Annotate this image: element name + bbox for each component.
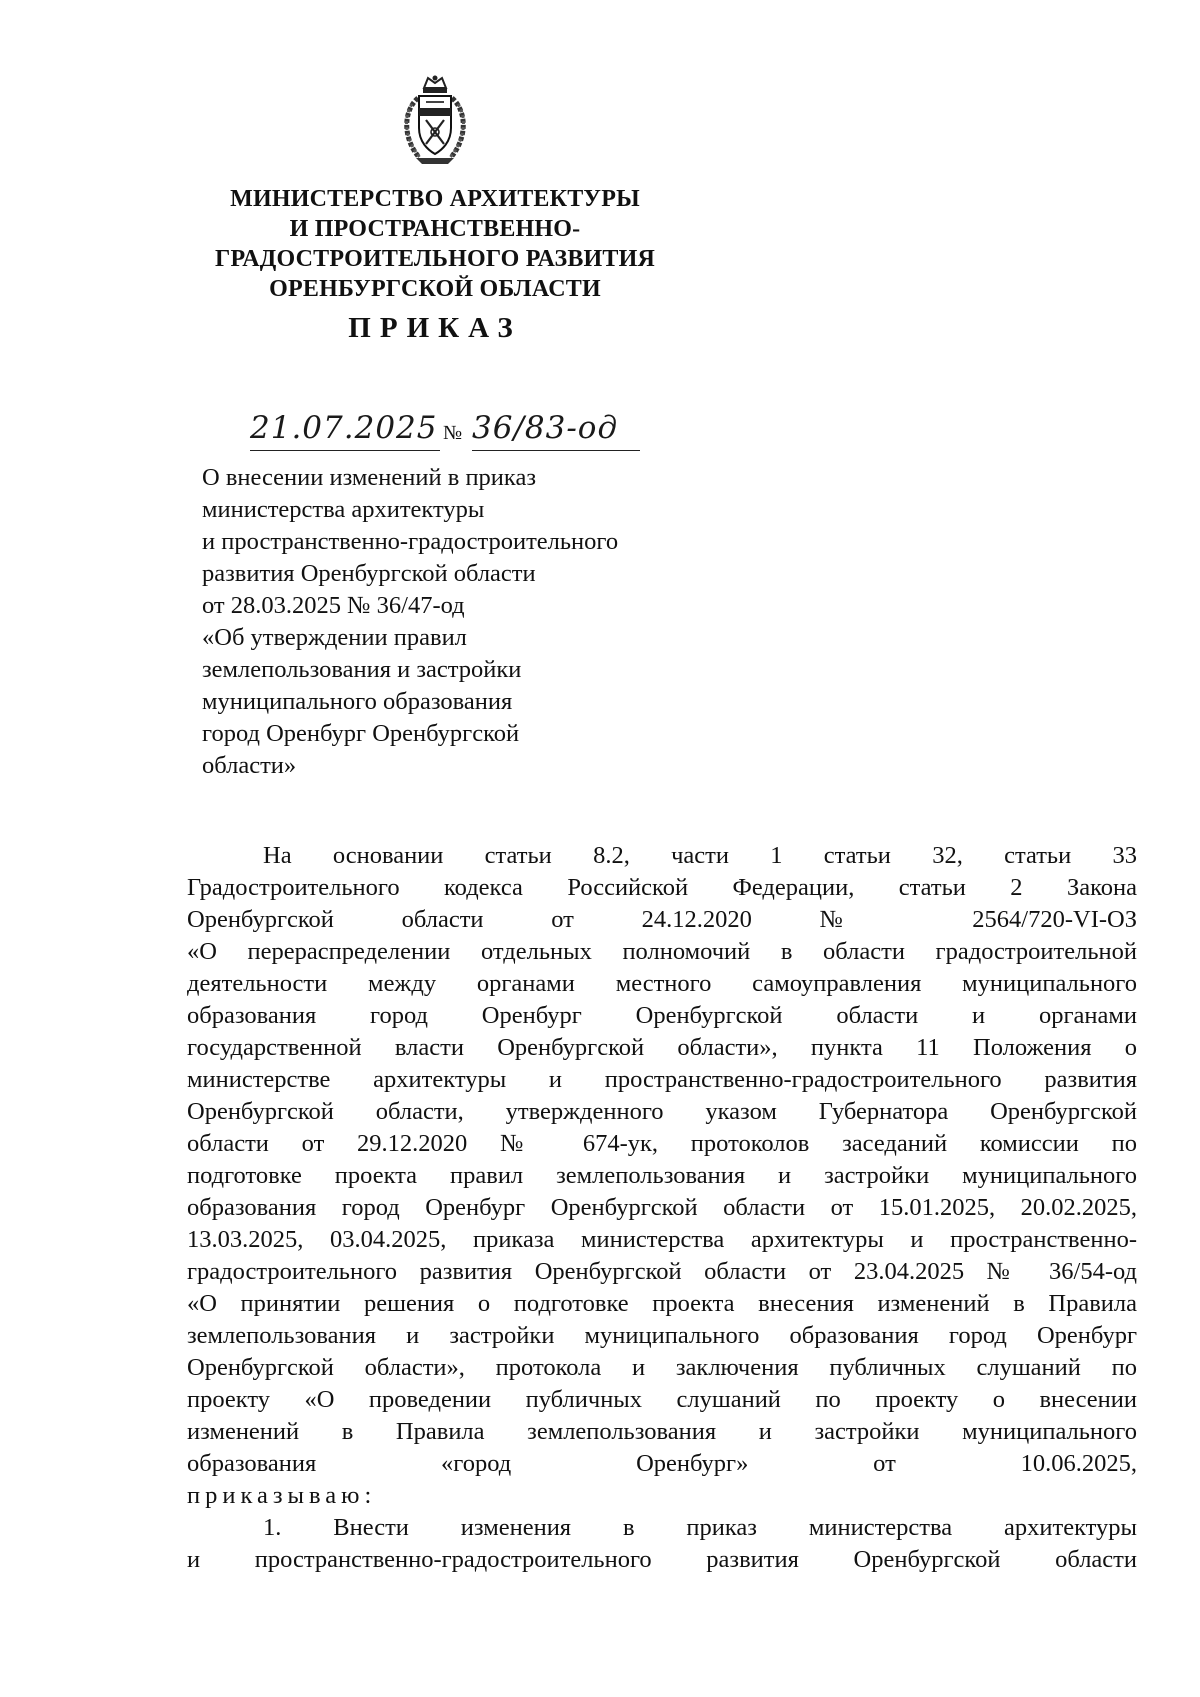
body-line: образования «город Оренбург» от 10.06.2025, (187, 1450, 1137, 1477)
ministry-name (180, 184, 690, 304)
document-type-title: ПРИКАЗ (348, 312, 522, 344)
order-word: приказываю: (187, 1482, 377, 1509)
subject-line: и пространственно-градостроительного (202, 528, 619, 555)
subject-line: землепользования и застройки (202, 656, 522, 683)
ministry-line: ОРЕНБУРГСКОЙ ОБЛАСТИ (269, 276, 601, 302)
subject-line: области» (202, 752, 297, 779)
date-underline (250, 450, 440, 451)
body-line: деятельности между органами местного самоуправления муниципального (187, 970, 1137, 997)
body-line: государственной власти Оренбургской области», пункта 11 Положения о (187, 1034, 1137, 1061)
handwritten-number: 36/83-од (472, 410, 619, 446)
subject-line: город Оренбург Оренбургской (202, 720, 520, 747)
ministry-line: МИНИСТЕРСТВО АРХИТЕКТУРЫ (230, 186, 640, 212)
item-1-line: 1. Внести изменения в приказ министерства архитектуры (263, 1514, 1137, 1541)
ministry-line: ГРАДОСТРОИТЕЛЬНОГО РАЗВИТИЯ (214, 246, 656, 272)
document-subject (202, 462, 722, 782)
body-line: области от 29.12.2020 № 674-ук, протоколов заседаний комиссии по (187, 1130, 1137, 1157)
body-line: градостроительного развития Оренбургской области от 23.04.2025 № 36/54-од (187, 1258, 1137, 1285)
body-line: подготовке проекта правил землепользования и застройки муниципального (187, 1162, 1137, 1189)
body-line: образования город Оренбург Оренбургской области от 15.01.2025, 20.02.2025, (187, 1194, 1137, 1221)
subject-line: О внесении изменений в приказ (202, 464, 537, 491)
body-line: землепользования и застройки муниципального образования город Оренбург (187, 1322, 1137, 1349)
body-line: 13.03.2025, 03.04.2025, приказа министерства архитектуры и пространственно- (187, 1226, 1137, 1253)
handwritten-date: 21.07.2025 (250, 410, 438, 446)
body-line: Оренбургской области от 24.12.2020 № 2564/720-VI-ОЗ (187, 906, 1137, 933)
subject-line: от 28.03.2025 № 36/47-од (202, 592, 465, 619)
document-body (187, 840, 1137, 1576)
subject-line: «Об утверждении правил (202, 624, 467, 651)
body-line: изменений в Правила землепользования и застройки муниципального (187, 1418, 1137, 1445)
number-sign: № (443, 422, 463, 444)
body-line: На основании статьи 8.2, части 1 статьи 32, статьи 33 (263, 842, 1137, 869)
body-line: «О принятии решения о подготовке проекта внесения изменений в Правила (187, 1290, 1137, 1317)
number-underline (472, 450, 640, 451)
ministry-line: И ПРОСТРАНСТВЕННО- (289, 216, 581, 242)
subject-line: министерства архитектуры (202, 496, 485, 523)
body-line: проекту «О проведении публичных слушаний по проекту о внесении (187, 1386, 1137, 1413)
body-line: Градостроительного кодекса Российской Федерации, статьи 2 Закона (187, 874, 1137, 901)
registration-line (250, 410, 670, 454)
item-1-line: и пространственно-градостроительного развития Оренбургской области (187, 1546, 1137, 1573)
subject-line: муниципального образования (202, 688, 513, 715)
body-line: Оренбургской области, утвержденного указом Губернатора Оренбургской (187, 1098, 1137, 1125)
subject-line: развития Оренбургской области (202, 560, 536, 587)
coat-of-arms-icon (398, 74, 472, 168)
body-line: «О перераспределении отдельных полномочий в области градостроительной (187, 938, 1137, 965)
body-line: Оренбургской области», протокола и заключения публичных слушаний по (187, 1354, 1137, 1381)
body-line: образования город Оренбург Оренбургской области и органами (187, 1002, 1137, 1029)
body-line: министерстве архитектуры и пространственно-градостроительного развития (187, 1066, 1137, 1093)
